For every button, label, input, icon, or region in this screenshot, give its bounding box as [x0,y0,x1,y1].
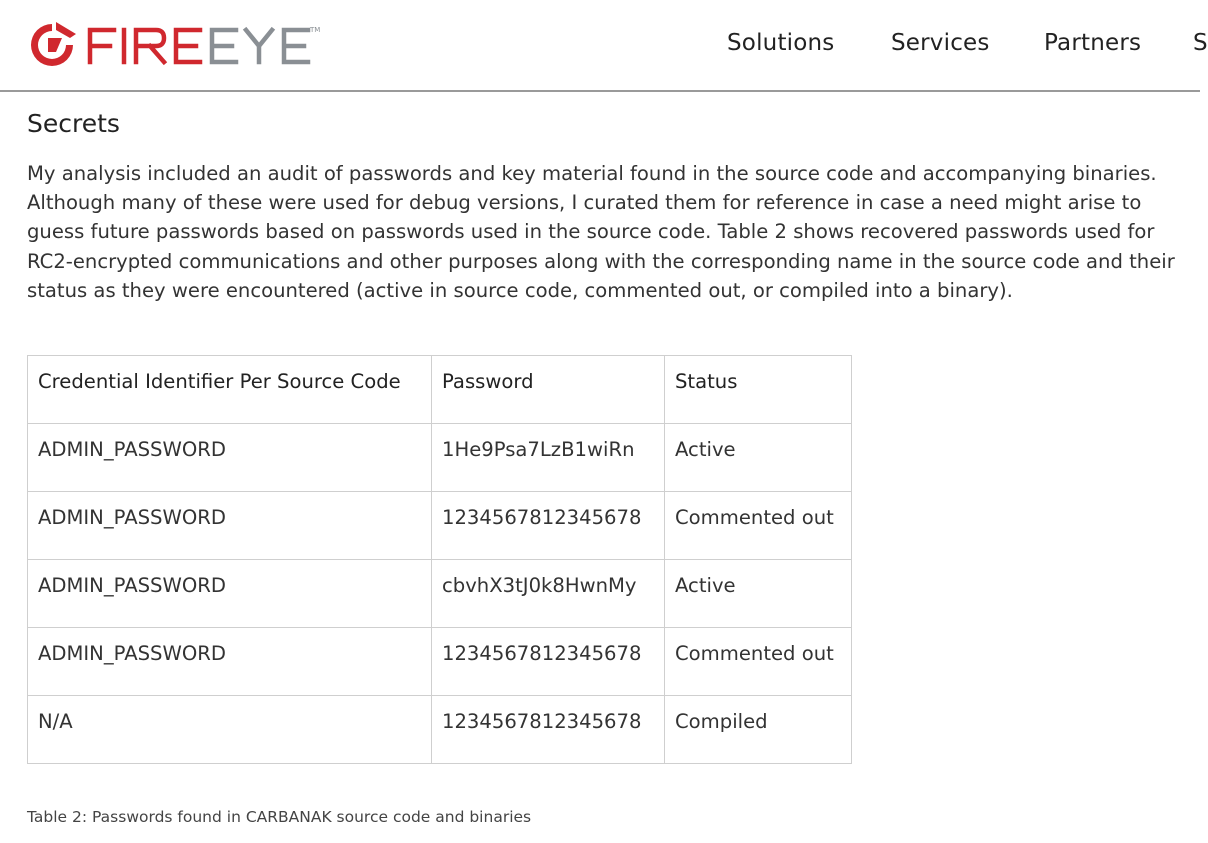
cell-status: Commented out [665,492,852,560]
cell-password: 1234567812345678 [432,696,665,764]
cell-identifier: N/A [28,696,432,764]
cell-identifier: ADMIN_PASSWORD [28,492,432,560]
table-caption: Table 2: Passwords found in CARBANAK source code and binaries [27,808,532,826]
svg-text:TM: TM [310,26,321,34]
nav-services[interactable]: Services [891,30,990,56]
header-password: Password [432,356,665,424]
cell-password: 1234567812345678 [432,492,665,560]
fireeye-logo[interactable] [26,20,326,70]
nav-solutions[interactable]: Solutions [727,30,835,56]
table-row [28,492,852,560]
table-row [28,424,852,492]
table-row [28,560,852,628]
cell-identifier: ADMIN_PASSWORD [28,628,432,696]
nav-partners[interactable]: Partners [1044,30,1142,56]
passwords-table [27,355,852,764]
cell-status: Commented out [665,628,852,696]
fireeye-emblem-icon [31,22,76,66]
table-row [28,628,852,696]
header-status: Status [665,356,852,424]
nav-more[interactable]: S [1193,30,1208,56]
cell-identifier: ADMIN_PASSWORD [28,560,432,628]
site-header [0,0,1208,92]
table-row [28,696,852,764]
cell-status: Active [665,560,852,628]
header-credential-identifier: Credential Identifier Per Source Code [28,356,432,424]
cell-status: Compiled [665,696,852,764]
cell-password: cbvhX3tJ0k8HwnMy [432,560,665,628]
cell-status: Active [665,424,852,492]
cell-identifier: ADMIN_PASSWORD [28,424,432,492]
section-body: My analysis included an audit of passwords and key material found in the source code and accompanying binaries. Although many of these were used for debug versions, I curated them for reference in case a need might arise to guess future passwords based on passwords used in the source code. Table 2 shows recovered passwords used for RC2-encrypted communications and other purposes along with the corresponding name in the source code and their status as they were encountered (active in source code, commented out, or compiled into a binary). [27,162,1175,302]
cell-password: 1He9Psa7LzB1wiRn [432,424,665,492]
table-header-row [28,356,852,424]
section-title: Secrets [27,109,120,138]
cell-password: 1234567812345678 [432,628,665,696]
